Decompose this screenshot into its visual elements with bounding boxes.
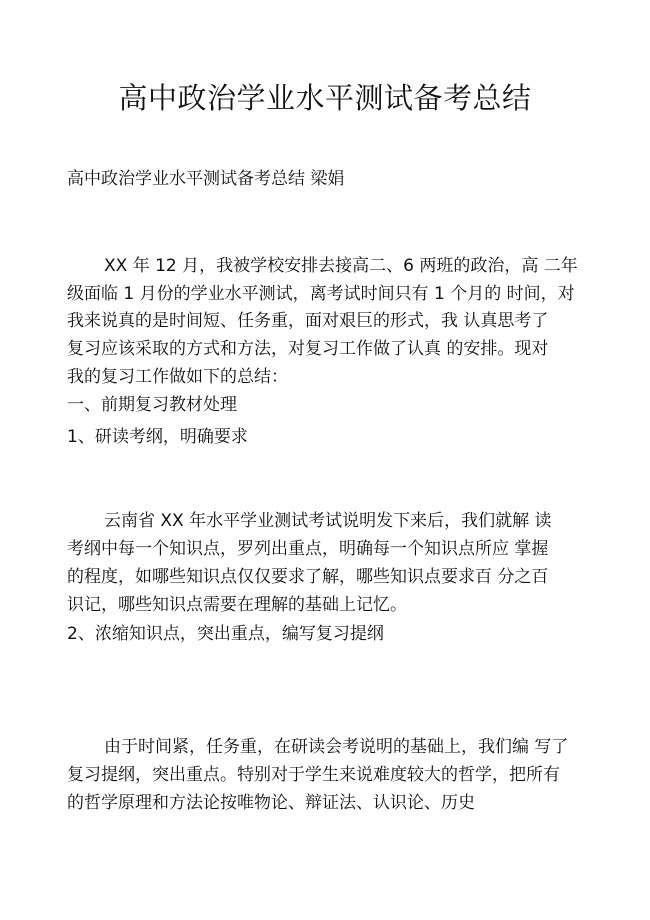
document-subtitle: 高中政治学业水平测试备考总结 梁娟 [67,169,345,189]
paragraph1-line: 我来说真的是时间短、任务重，面对艰巨的形式，我 认真思考了 [67,311,549,331]
paragraph1-line: XX 年 12 月，我被学校安排去接高二、6 两班的政治，高 二年 [104,256,578,276]
paragraph3-line: 的哲学原理和方法论按唯物论、辩证法、认识论、历史 [67,793,475,813]
paragraph3-line: 由于时间紧，任务重，在研读会考说明的基础上，我们编 写了 [104,737,569,757]
paragraph2-line: 识记，哪些知识点需要在理解的基础上记忆。 [67,595,407,615]
paragraph1-line: 复习应该采取的方式和方法，对复习工作做了认真 的安排。现对 [67,339,549,359]
subsection-heading: 2、浓缩知识点，突出重点，编写复习提纲 [67,624,384,644]
paragraph2-line: 的程度，如哪些知识点仅仅要求了解，哪些知识点要求百 分之百 [67,567,549,587]
paragraph1-line: 我的复习工作做如下的总结： [67,367,288,387]
paragraph2-line: 云南省 XX 年水平学业测试考试说明发下来后，我们就解 读 [104,511,552,531]
paragraph2-line: 考纲中每一个知识点，罗列出重点，明确每一个知识点所应 掌握 [67,539,549,559]
document-title: 高中政治学业水平测试备考总结 [118,81,532,115]
section-heading: 一、前期复习教材处理 [67,395,237,415]
paragraph3-line: 复习提纲，突出重点。特别对于学生来说难度较大的哲学，把所有 [67,765,560,785]
paragraph1-line: 级面临 1 月份的学业水平测试，离考试时间只有 1 个月的 时间，对 [67,284,575,304]
subsection-heading: 1、研读考纲，明确要求 [67,427,248,447]
